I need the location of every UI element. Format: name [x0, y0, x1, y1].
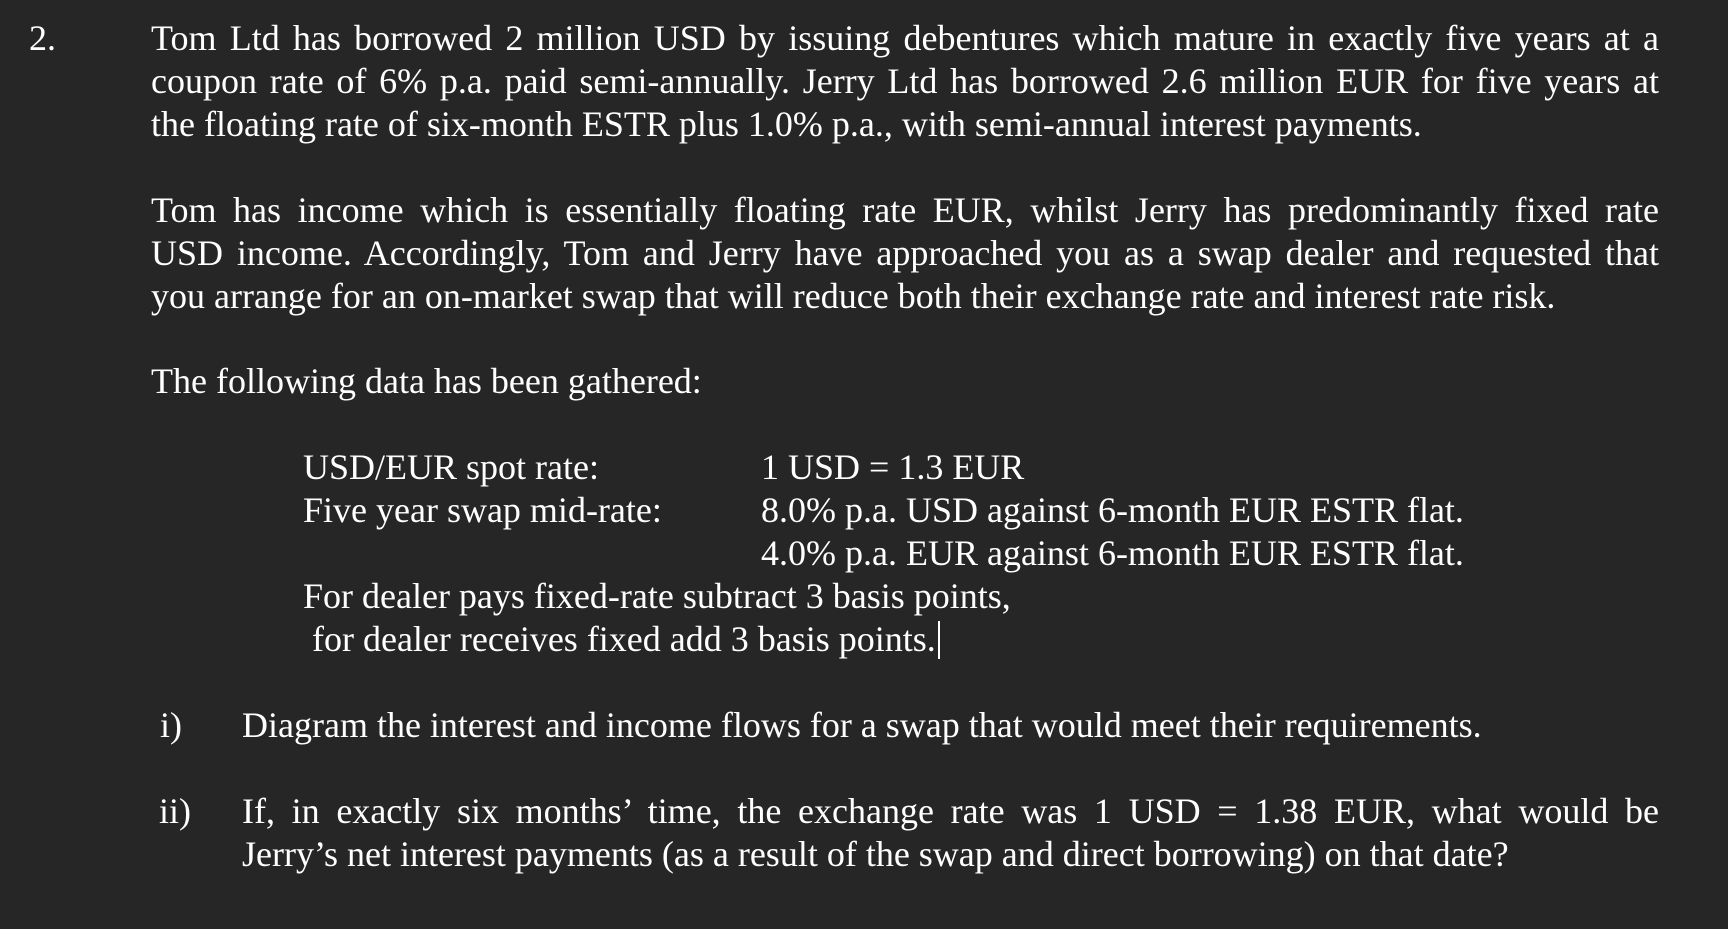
- text-line: Tom Ltd has borrowed 2 million USD by issuing debentures which mature in exactly five years at a: [151, 18, 1659, 58]
- text-line: The following data has been gathered:: [151, 361, 702, 401]
- question-number: 2.: [29, 18, 56, 58]
- text-line: you arrange for an on-market swap that will reduce both their exchange rate and interest rate risk.: [151, 276, 1556, 316]
- text-line: Jerry’s net interest payments (as a result of the swap and direct borrowing) on that date?: [242, 834, 1509, 874]
- text-line: If, in exactly six months’ time, the exchange rate was 1 USD = 1.38 EUR, what would be: [242, 791, 1659, 831]
- dealer-receives-text: for dealer receives fixed add 3 basis points.: [312, 619, 936, 659]
- swap-rate-label: Five year swap mid-rate:: [303, 490, 662, 530]
- sub-question-text: [242, 790, 1659, 876]
- text-line: the floating rate of six-month ESTR plus 1.0% p.a., with semi-annual interest payments.: [151, 104, 1422, 144]
- sub-question-marker: i): [160, 705, 182, 745]
- dealer-receives-note: [312, 618, 940, 661]
- spot-rate-label: USD/EUR spot rate:: [303, 447, 599, 487]
- swap-rate-usd-value: 8.0% p.a. USD against 6-month EUR ESTR flat.: [761, 490, 1464, 530]
- swap-rate-eur-value: 4.0% p.a. EUR against 6-month EUR ESTR flat.: [761, 533, 1464, 573]
- dealer-pays-note: For dealer pays fixed-rate subtract 3 basis points,: [303, 576, 1011, 616]
- data-intro-paragraph: [151, 360, 1659, 403]
- text-line: USD income. Accordingly, Tom and Jerry have approached you as a swap dealer and requested that: [151, 233, 1659, 273]
- text-line: Diagram the interest and income flows for a swap that would meet their requirements.: [242, 705, 1482, 745]
- spot-rate-value: 1 USD = 1.3 EUR: [761, 447, 1025, 487]
- text-line: Tom has income which is essentially floating rate EUR, whilst Jerry has predominantly fixed rate: [151, 190, 1659, 230]
- text-line: coupon rate of 6% p.a. paid semi-annually. Jerry Ltd has borrowed 2.6 million EUR for five years at: [151, 61, 1659, 101]
- context-paragraph: [151, 189, 1659, 318]
- sub-question-text: [242, 704, 1659, 747]
- text-cursor: [938, 621, 940, 659]
- intro-paragraph: [151, 17, 1659, 146]
- sub-question-marker: ii): [159, 791, 191, 831]
